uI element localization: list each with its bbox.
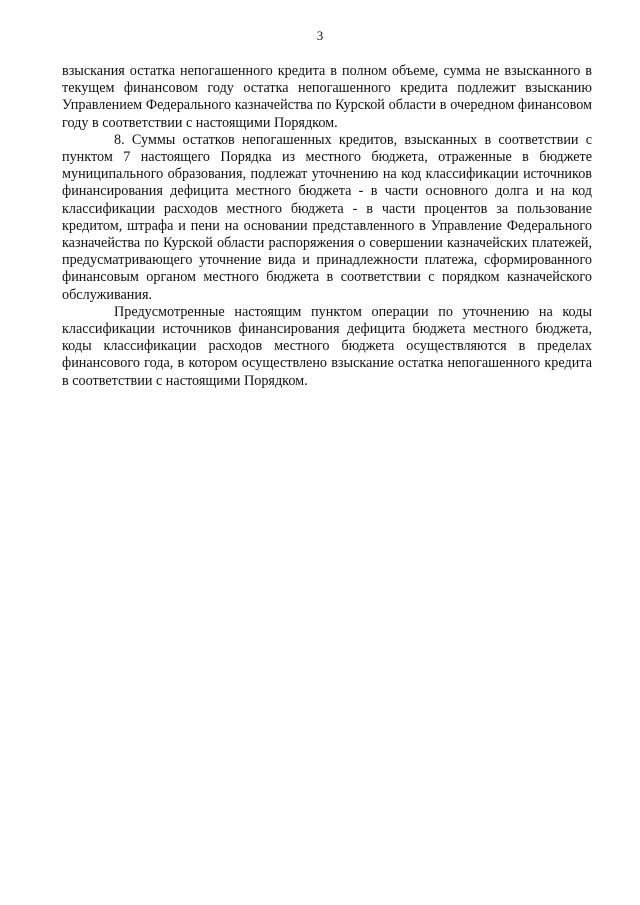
page-number: 3 xyxy=(316,28,324,43)
paragraph-continuation: взыскания остатка непогашенного кредита в полном объеме, сумма не взысканного в текущем финансовом году остатка непогашенного кредита подлежит взысканию Управлением Федерального казначейства по Курской области в очередном финансовом году в соответствии с настоящими Порядком. xyxy=(62,63,592,131)
paragraph-operations: Предусмотренные настоящим пунктом операции по уточнению на коды классификации источников финансирования дефицита бюджета местного бюджета, коды классификации расходов местного бюджета осуществляются в пределах финансового года, в котором осуществлено взыскание остатка непогашенного кредита в соответствии с настоящими Порядком. xyxy=(62,303,592,389)
paragraph-item-8: 8. Суммы остатков непогашенных кредитов, взысканных в соответствии с пунктом 7 настоящего Порядка из местного бюджета, отраженные в бюджете муниципального образования, подлежат уточнению на код классификации источников финансирования дефицита местного бюджета - в части основного долга и на код классификации расходов местного бюджета - в части процентов за пользование кредитом, штрафа и пени на основании представленного в Управление Федерального казначейства по Курской области распоряжения о совершении казначейских платежей, предусматривающего уточнение вида и принадлежности платежа, сформированного финансовым органом местного бюджета в соответствии с порядком казначейского обслуживания. xyxy=(62,131,592,303)
document-body xyxy=(62,63,592,390)
